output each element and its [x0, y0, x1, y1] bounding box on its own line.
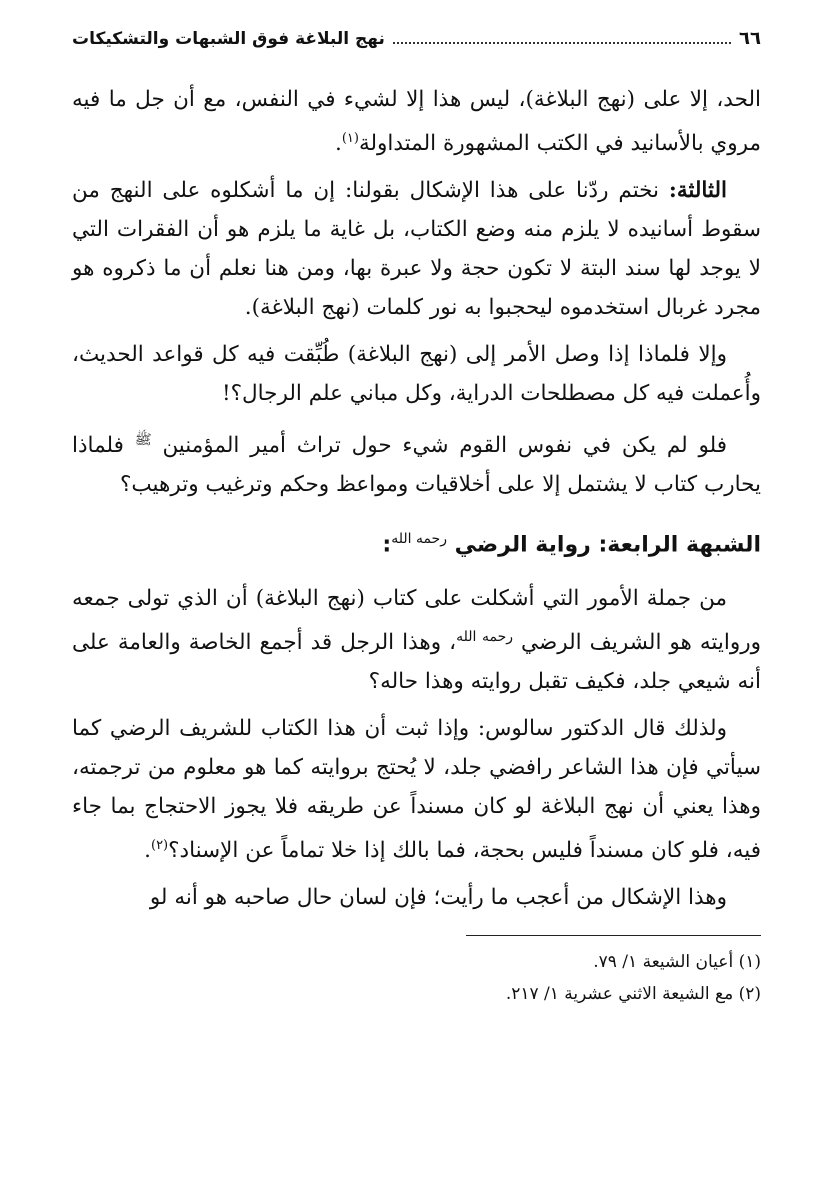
book-page: [72, 28, 761, 1178]
paragraph-2: الثالثة: نختم ردّنا على هذا الإشكال بقولنا: إن ما أشكلوه على النهج من سقوط أسانيده لا يلزم منه وضع الكتاب، بل غاية ما يلزم هو أن الفقرات التي لا يوجد لها سند البتة لا تكون حجة ولا عبرة بها، ومن هنا نعلم أن ما ذكروه هو مجرد غربال استخدموه ليحجبوا به نور كلمات (نهج البلاغة).: [72, 178, 761, 321]
footnote-2: (٢) مع الشيعة الاثني عشرية ١/ ٢١٧.: [505, 983, 761, 1004]
header-dot-leader: [393, 42, 731, 44]
footnote-ref-1: (١): [341, 131, 359, 146]
honorific-mark: رحمه الله: [391, 531, 447, 548]
running-header: [72, 28, 761, 60]
footnote-ref-2: (٢): [150, 837, 169, 853]
running-title: نهج البلاغة فوق الشبهات والتشكيكات: [72, 29, 385, 49]
paragraph-3: وإلا فلماذا إذا وصل الأمر إلى (نهج البلاغة) طُبِّقت فيه كل قواعد الحديث، وأُعملت فيه كل مصطلحات الدراية، وكل مباني علم الرجال؟!: [72, 342, 761, 407]
footnotes: [72, 946, 761, 1010]
footnote-separator: [466, 935, 761, 936]
honorific-mark: رحمه الله: [456, 628, 514, 645]
honorific-mark: ﷺ: [134, 432, 152, 449]
page-number: ٦٦: [739, 28, 761, 49]
paragraph-1: الحد، إلا على (نهج البلاغة)، ليس هذا إلا لشيء في النفس، مع أن جل ما فيه مروي بالأسانيد في الكتب المشهورة المتداولة$^{(١)}$.: [72, 87, 761, 157]
paragraph-6: ولذلك قال الدكتور سالوس: وإذا ثبت أن هذا الكتاب للشريف الرضي كما سيأتي فإن هذا الشاعر رافضي جلد، لا يُحتج بروايته كما هو معلوم من ترجمته، وهذا يعني أن نهج البلاغة لو كان مسنداً عن طريقه فلا يجوز الاحتجاج بما جاء فيه، فلو كان مسنداً فليس بحجة، فما بالك إذا خلا تماماً عن الإسناد؟$^{(٢)}$.: [72, 715, 761, 863]
paragraph-4: فلو لم يكن في نفوس القوم شيء حول تراث أمير المؤمنين $^ﷺ$ فلماذا يحارب كتاب لا يشتمل إلا على أخلاقيات ومواعظ وحكم وترغيب وترهيب؟: [72, 432, 761, 498]
third-point-label: الثالثة:: [668, 178, 727, 204]
main-text: [72, 80, 761, 917]
paragraph-7: وهذا الإشكال من أعجب ما رأيت؛ فإن لسان حال صاحبه هو أنه لو: [149, 884, 727, 910]
section-heading: الشبهة الرابعة: رواية الرضي $^{رحمه الله}$:: [382, 531, 761, 558]
paragraph-5: من جملة الأمور التي أشكلت على كتاب (نهج البلاغة) أن الذي تولى جمعه وروايته هو الشريف الرضي $^{رحمه الله}$، وهذا الرجل قد أجمع الخاصة والعامة على أنه شيعي جلد، فكيف تقبل روايته وهذا حاله؟: [72, 585, 761, 694]
footnote-1: (١) أعيان الشيعة ١/ ٧٩.: [593, 951, 761, 972]
